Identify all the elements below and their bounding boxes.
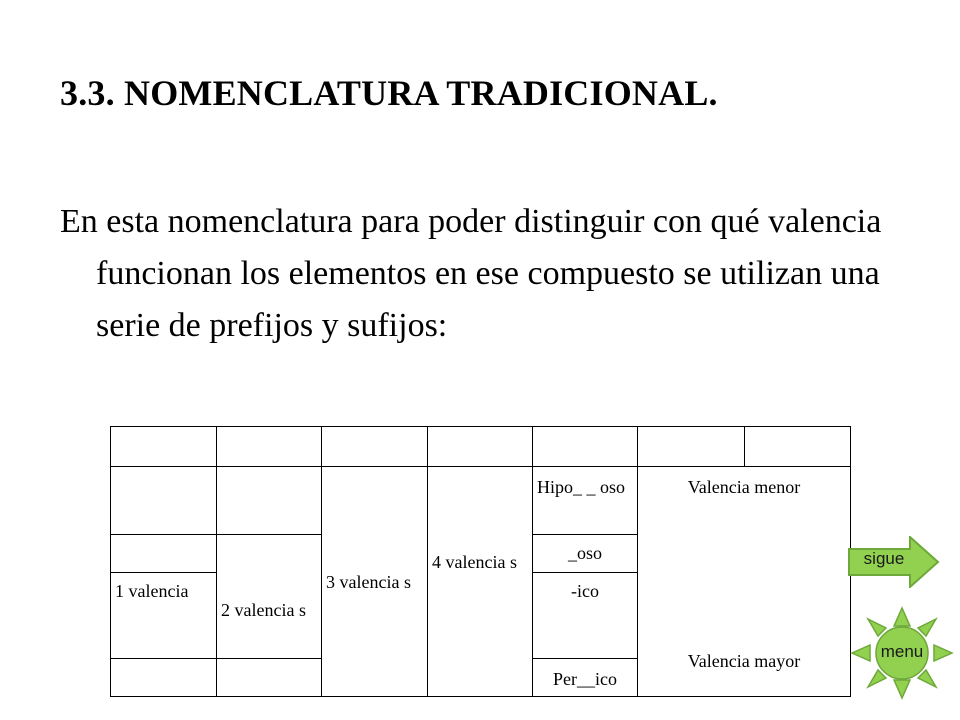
hipo-oso-cell: Hipo_ _ oso: [533, 467, 638, 535]
menu-label: menu: [880, 642, 924, 661]
valencia-range-cell: [638, 467, 851, 697]
per-ico-cell: Per__ico: [533, 659, 638, 697]
valencia-3-cell: 3 valencia s: [322, 467, 428, 697]
table-cell: [111, 535, 217, 573]
table-cell: [745, 427, 851, 467]
table-cell: [322, 427, 428, 467]
table-cell: [217, 427, 322, 467]
menu-button[interactable]: [850, 606, 954, 700]
valencia-2-cell: 2 valencia s: [217, 535, 322, 659]
valencia-4-cell: 4 valencia s: [428, 467, 533, 697]
table-header-row: [111, 427, 851, 467]
valencia-mayor-label: Valencia mayor: [687, 651, 801, 671]
sigue-button[interactable]: [848, 536, 940, 588]
valence-table: [110, 426, 851, 697]
table-cell: [428, 427, 533, 467]
valencia-1-cell: 1 valencia: [111, 573, 217, 659]
table-cell: [217, 659, 322, 697]
ico-cell: -ico: [533, 573, 638, 659]
valencia-menor-label: Valencia menor: [687, 477, 801, 497]
table-cell: [111, 467, 217, 535]
slide-paragraph: En esta nomenclatura para poder distinguir con qué valencia funcionan los elementos en ese compuesto se utilizan una serie de prefijos y sufijos:: [60, 203, 882, 344]
table-cell: [111, 659, 217, 697]
table-cell: [533, 427, 638, 467]
slide-title: 3.3. NOMENCLATURA TRADICIONAL.: [60, 73, 718, 113]
oso-cell: _oso: [533, 535, 638, 573]
table-cell: [217, 467, 322, 535]
table-cell: [638, 427, 745, 467]
sigue-label: sigue: [863, 549, 905, 568]
table-cell: [111, 427, 217, 467]
table-row: [111, 467, 851, 535]
